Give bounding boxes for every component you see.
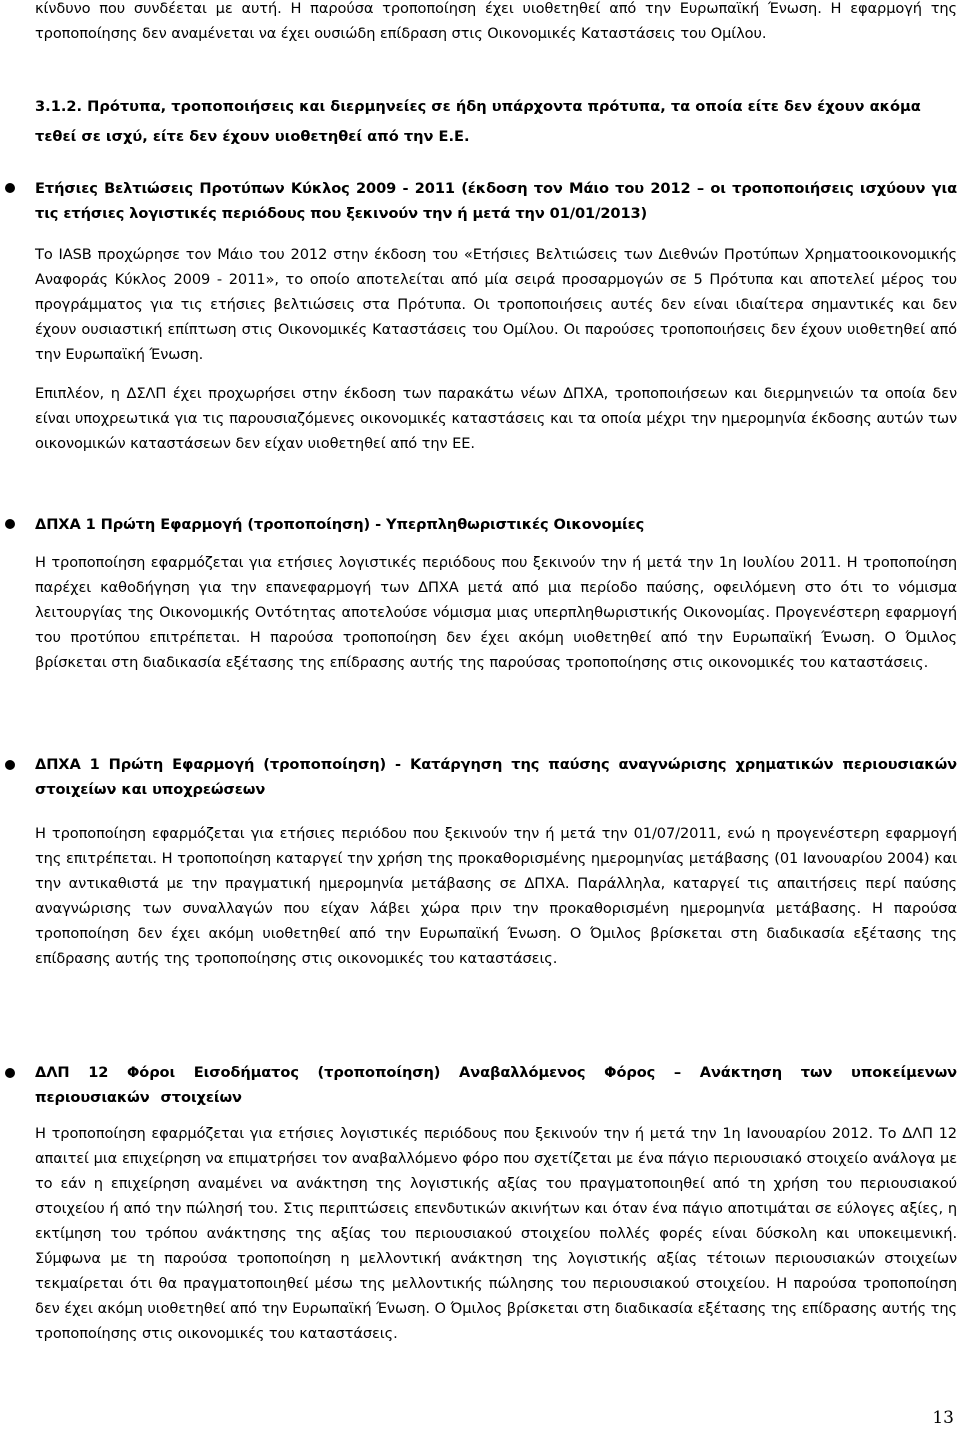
item-paragraph: Η τροποποίηση εφαρμόζεται για ετήσιες λογιστικές περιόδους που ξεκινούν την ή μετά την 1η Ιανουαρίου 2012. Το ΔΛΠ 12 απαιτεί μια επιχείρηση να επιματρήσει τον αναβαλλόμενο φόρο που σχετίζεται με ένα πάγιο περιουσιακό στοιχείο ανάλογα με το εάν η επιχείρηση αναμένει να ανάκτηση της λογιστικής αξίας του πραγματοποιηθεί από τη χρήση του περιουσιακού στοιχείου ή από την πώλησή του. Στις περιπτώσεις επενδυτικών ακινήτων και όταν ένα πάγιο αποτιμάται σε εύλογες αξίες, η εκτίμηση του τρόπου ανάκτησης της αξίας του περιουσιακού στοιχείου πολλές φορές είναι δύσκολη και υποκειμενική. Σύμφωνα με τη παρούσα τροποποίηση η μελλοντική ανάκτηση της λογιστικής αξίας τέτοιων περιουσιακών στοιχείων τεκμαίρεται ότι θα πραγματοποιηθεί μέσω της μελλοντικής πώλησης του περιουσιακού στοιχείου. Η παρούσα τροποποίηση δεν έχει ακόμη υιοθετηθεί από την Ευρωπαϊκή Ένωση. Ο Όμιλος βρίσκεται στη διαδικασία εξέτασης της επίδρασης αυτής της τροποποίησης στις οικονομικές του καταστάσεις. (35, 1125, 957, 1342)
item-title: ΔΠΧΑ 1 Πρώτη Εφαρμογή (τροποποίηση) - Κατάργηση της παύσης αναγνώρισης χρηματικών περιουσιακών στοιχείων και υποχρεώσεων (35, 756, 957, 798)
intro-paragraph: κίνδυνο που συνδέεται με αυτή. Η παρούσα τροποποίηση έχει υιοθετηθεί από την Ευρωπαϊκή Ένωση. Η εφαρμογή της τροποποίησης δεν αναμένεται να έχει ουσιώδη επίδραση στις Οικονομικές Καταστάσεις του Ομίλου. (35, 0, 957, 42)
item-title: ΔΛΠ 12 Φόροι Εισοδήματος (τροποποίηση) Αναβαλλόμενος Φόρος – Ανάκτηση των υποκείμενων περιουσιακών στοιχείων (35, 1064, 957, 1106)
item-paragraph: Το IASB προχώρησε τον Μάιο του 2012 στην έκδοση του «Ετήσιες Βελτιώσεις των Διεθνών Προτύπων Χρηματοοικονομικής Αναφοράς Κύκλος 2009 - 2011», το οποίο αποτελείται από μία σειρά προσαρμογών σε 5 Πρότυπα και αποτελεί μέρος του προγράμματος για τις ετήσιες βελτιώσεις στα Πρότυπα. Οι τροποποιήσεις αυτές δεν είναι ιδιαίτερα σημαντικές και δεν έχουν ουσιαστική επίπτωση στις Οικονομικές Καταστάσεις του Ομίλου. Οι παρούσες τροποποιήσεις δεν έχουν υιοθετηθεί από την Ευρωπαϊκή Ένωση. (35, 246, 957, 363)
bullet-icon (5, 760, 15, 770)
section-heading: 3.1.2. Πρότυπα, τροποποιήσεις και διερμηνείες σε ήδη υπάρχοντα πρότυπα, τα οποία είτε δεν έχουν ακόμα τεθεί σε ισχύ, είτε δεν έχουν υιοθετηθεί από την Ε.Ε. (35, 98, 921, 145)
bullet-icon (5, 519, 15, 529)
item-title: Ετήσιες Βελτιώσεις Προτύπων Κύκλος 2009 - 2011 (έκδοση τον Μάιο του 2012 – οι τροποποιήσεις ισχύουν για τις ετήσιες λογιστικές περιόδους που ξεκινούν την ή μετά την 01/01/2013) (35, 180, 957, 222)
page-number: 13 (932, 1408, 954, 1428)
bullet-icon (5, 1068, 15, 1078)
item-title: ΔΠΧΑ 1 Πρώτη Εφαρμογή (τροποποίηση) - Υπερπληθωριστικές Οικονομίες (35, 516, 645, 533)
item-paragraph: Η τροποποίηση εφαρμόζεται για ετήσιες λογιστικές περιόδους που ξεκινούν την ή μετά την 1η Ιουλίου 2011. Η τροποποίηση παρέχει καθοδήγηση για την επανεφαρμογή των ΔΠΧΑ μετά από μια περίοδο παύσης, οφειλόμενη στο ότι το νόμισμα λειτουργίας της Οικονομικής Οντότητας αποτελούσε νόμισμα μιας υπερπληθωριστικής Οικονομίας. Προγενέστερη εφαρμογή του προτύπου επιτρέπεται. Η παρούσα τροποποίηση δεν έχει ακόμη υιοθετηθεί από την Ευρωπαϊκή Ένωση. Ο Όμιλος βρίσκεται στη διαδικασία εξέτασης της επίδρασης αυτής της παρούσας τροποποίησης στις οικονομικές του καταστάσεις. (35, 554, 957, 671)
bullet-icon (5, 183, 15, 193)
item-paragraph: Η τροποποίηση εφαρμόζεται για ετήσιες περιόδου που ξεκινούν την ή μετά την 01/07/2011, ενώ η προγενέστερη εφαρμογή της επιτρέπεται. Η τροποποίηση καταργεί την χρήση της προκαθορισμένης ημερομηνίας μετάβασης (01 Ιανουαρίου 2004) και την αντικαθιστά με την πραγματική ημερομηνία μετάβασης σε ΔΠΧΑ. Παράλληλα, καταργεί τις απαιτήσεις περί παύσης αναγνώρισης των συναλλαγών που είχαν λάβει χώρα πριν την προκαθορισμένη ημερομηνία μετάβασης. Η παρούσα τροποποίηση δεν έχει ακόμη υιοθετηθεί από την Ευρωπαϊκή Ένωση. Ο Όμιλος βρίσκεται στη διαδικασία εξέτασης της επίδρασης αυτής της τροποποίησης στις οικονομικές του καταστάσεις. (35, 825, 957, 967)
item-paragraph: Επιπλέον, η ΔΣΛΠ έχει προχωρήσει στην έκδοση των παρακάτω νέων ΔΠΧΑ, τροποποιήσεων και διερμηνειών τα οποία δεν είναι υποχρεωτικά για τις παρουσιαζόμενες οικονομικές καταστάσεις και τα οποία μέχρι την ημερομηνία έκδοσης αυτών των οικονομικών καταστάσεων δεν είχαν υιοθετηθεί από την ΕΕ. (35, 385, 957, 452)
